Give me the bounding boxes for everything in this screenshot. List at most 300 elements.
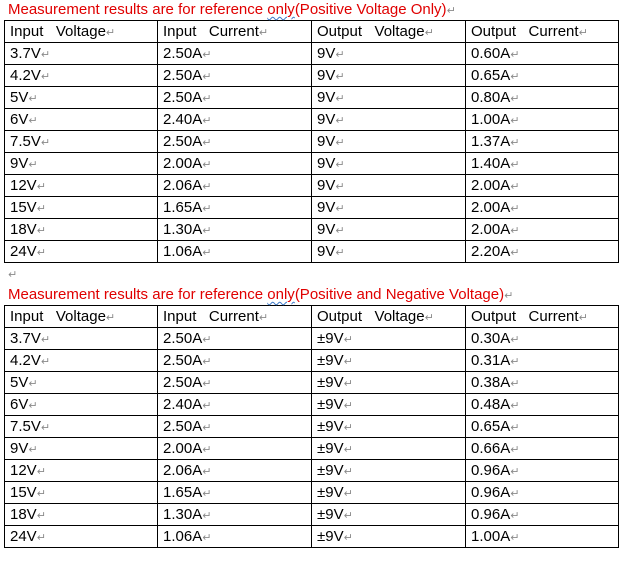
cell-value: ±9V	[317, 506, 344, 523]
table-cell	[312, 65, 466, 87]
table-cell	[312, 416, 466, 438]
cell-value: 1.37A	[471, 133, 511, 150]
table-row	[5, 219, 619, 241]
paragraph-mark: ↵	[8, 269, 18, 281]
table-cell	[5, 526, 158, 548]
cell-value: 1.30A	[163, 506, 203, 523]
header-text: Output Current	[471, 23, 579, 40]
cell-end-mark: ↵	[202, 400, 212, 412]
cell-value: 9V	[317, 89, 336, 106]
cell-end-mark: ↵	[202, 181, 212, 193]
cell-value: 4.2V	[10, 352, 41, 369]
table-cell	[5, 175, 158, 197]
cell-end-mark: ↵	[202, 159, 212, 171]
cell-value: 0.65A	[471, 67, 511, 84]
cell-value: 3.7V	[10, 45, 41, 62]
cell-end-mark: ↵	[335, 181, 345, 193]
cell-end-mark: ↵	[510, 400, 520, 412]
cell-end-mark: ↵	[335, 93, 345, 105]
cell-end-mark: ↵	[36, 225, 46, 237]
table-row	[5, 65, 619, 87]
table-cell	[466, 438, 619, 460]
cell-end-mark: ↵	[40, 422, 51, 434]
table-cell	[158, 372, 312, 394]
table-cell	[466, 241, 619, 263]
cell-end-mark: ↵	[424, 27, 434, 39]
table-cell	[466, 197, 619, 219]
cell-value: 24V	[10, 243, 37, 260]
cell-end-mark: ↵	[510, 444, 520, 456]
caption-text-end: (Positive and Negative Voltage)	[294, 286, 505, 303]
cell-value: 2.50A	[163, 133, 203, 150]
cell-value: ±9V	[317, 352, 344, 369]
cell-value: ±9V	[317, 484, 344, 501]
cell-value: 7.5V	[10, 418, 41, 435]
table-cell	[312, 241, 466, 263]
table-cell	[158, 350, 312, 372]
cell-value: 2.50A	[163, 418, 203, 435]
table-cell	[466, 416, 619, 438]
cell-end-mark: ↵	[510, 203, 520, 215]
cell-value: 1.30A	[163, 221, 203, 238]
cell-value: 1.40A	[471, 155, 511, 172]
cell-end-mark: ↵	[40, 71, 51, 83]
table-header-row	[5, 306, 619, 328]
cell-value: 9V	[317, 155, 336, 172]
header-text: Output Voltage	[317, 308, 425, 325]
cell-value: 18V	[10, 506, 37, 523]
table-row	[5, 416, 619, 438]
cell-value: ±9V	[317, 374, 344, 391]
cell-end-mark: ↵	[343, 422, 353, 434]
cell-value: 15V	[10, 199, 37, 216]
cell-end-mark: ↵	[36, 466, 46, 478]
cell-end-mark: ↵	[343, 466, 353, 478]
cell-value: 5V	[10, 374, 29, 391]
cell-value: 2.00A	[471, 221, 511, 238]
cell-end-mark: ↵	[343, 510, 353, 522]
table-cell	[158, 153, 312, 175]
cell-value: 18V	[10, 221, 37, 238]
table-row	[5, 504, 619, 526]
cell-end-mark: ↵	[28, 400, 38, 412]
cell-value: 4.2V	[10, 67, 41, 84]
table-cell	[5, 241, 158, 263]
cell-end-mark: ↵	[335, 203, 345, 215]
cell-value: 9V	[317, 133, 336, 150]
cell-value: ±9V	[317, 418, 344, 435]
cell-end-mark: ↵	[510, 334, 520, 346]
table-cell	[312, 482, 466, 504]
cell-end-mark: ↵	[343, 378, 353, 390]
table-cell	[466, 526, 619, 548]
table-cell	[466, 43, 619, 65]
cell-end-mark: ↵	[36, 203, 46, 215]
cell-value: 9V	[10, 155, 29, 172]
cell-end-mark: ↵	[510, 422, 520, 434]
table-row	[5, 394, 619, 416]
cell-value: 1.65A	[163, 199, 203, 216]
cell-end-mark: ↵	[510, 71, 520, 83]
cell-end-mark: ↵	[343, 532, 353, 544]
cell-value: 0.30A	[471, 330, 511, 347]
header-text: Input Current	[163, 308, 259, 325]
table-cell	[312, 328, 466, 350]
cell-value: ±9V	[317, 330, 344, 347]
table-row	[5, 241, 619, 263]
cell-end-mark: ↵	[510, 532, 520, 544]
cell-end-mark: ↵	[510, 378, 520, 390]
table-row	[5, 526, 619, 548]
cell-value: 2.50A	[163, 352, 203, 369]
cell-value: 2.06A	[163, 177, 203, 194]
cell-value: 24V	[10, 528, 37, 545]
table-cell	[466, 372, 619, 394]
table-cell	[312, 526, 466, 548]
table-cell	[466, 153, 619, 175]
cell-value: 1.65A	[163, 484, 203, 501]
cell-end-mark: ↵	[578, 312, 588, 324]
table-cell	[5, 328, 158, 350]
section-1-caption	[0, 0, 620, 20]
cell-value: 1.06A	[163, 243, 203, 260]
cell-end-mark: ↵	[510, 137, 520, 149]
cell-end-mark: ↵	[28, 444, 38, 456]
table-cell	[5, 438, 158, 460]
table-cell	[5, 416, 158, 438]
table-cell	[158, 65, 312, 87]
table-cell	[466, 394, 619, 416]
cell-value: 9V	[317, 111, 336, 128]
table-cell	[312, 504, 466, 526]
header-cell	[5, 306, 158, 328]
table-row	[5, 43, 619, 65]
cell-end-mark: ↵	[202, 334, 212, 346]
cell-value: 9V	[10, 440, 29, 457]
table-row	[5, 131, 619, 153]
table-cell	[312, 175, 466, 197]
measurement-table-positive	[4, 20, 619, 263]
cell-end-mark: ↵	[202, 247, 212, 259]
cell-value: 1.00A	[471, 528, 511, 545]
cell-value: 0.60A	[471, 45, 511, 62]
table-row	[5, 460, 619, 482]
cell-value: 9V	[317, 243, 336, 260]
cell-end-mark: ↵	[510, 510, 520, 522]
cell-value: 9V	[317, 45, 336, 62]
table-cell	[312, 87, 466, 109]
cell-end-mark: ↵	[258, 312, 269, 324]
cell-end-mark: ↵	[36, 532, 46, 544]
header-cell	[466, 306, 619, 328]
table-cell	[158, 416, 312, 438]
cell-value: 12V	[10, 177, 37, 194]
cell-value: 2.50A	[163, 45, 203, 62]
table-cell	[312, 350, 466, 372]
cell-end-mark: ↵	[202, 378, 212, 390]
table-cell	[158, 482, 312, 504]
table-cell	[158, 219, 312, 241]
cell-end-mark: ↵	[202, 203, 212, 215]
table-cell	[466, 350, 619, 372]
cell-end-mark: ↵	[343, 400, 353, 412]
table-cell	[312, 153, 466, 175]
table-row	[5, 438, 619, 460]
table-cell	[158, 504, 312, 526]
cell-end-mark: ↵	[343, 334, 353, 346]
table-cell	[466, 328, 619, 350]
table-cell	[5, 219, 158, 241]
cell-end-mark: ↵	[36, 181, 46, 193]
table-cell	[312, 197, 466, 219]
table-row	[5, 175, 619, 197]
table-row	[5, 153, 619, 175]
table-cell	[5, 350, 158, 372]
cell-end-mark: ↵	[510, 466, 520, 478]
table-cell	[158, 87, 312, 109]
table-cell	[158, 241, 312, 263]
table-cell	[158, 460, 312, 482]
table-cell	[5, 109, 158, 131]
caption-text-spellcheck-word: only	[267, 1, 295, 18]
table-cell	[5, 504, 158, 526]
table-cell	[312, 131, 466, 153]
cell-end-mark: ↵	[202, 356, 212, 368]
cell-end-mark: ↵	[28, 378, 38, 390]
table-cell	[312, 460, 466, 482]
cell-end-mark: ↵	[36, 488, 46, 500]
table-cell	[466, 482, 619, 504]
cell-end-mark: ↵	[335, 137, 345, 149]
cell-end-mark: ↵	[424, 312, 434, 324]
cell-value: 0.48A	[471, 396, 511, 413]
cell-end-mark: ↵	[510, 247, 520, 259]
cell-end-mark: ↵	[335, 115, 345, 127]
cell-end-mark: ↵	[28, 93, 38, 105]
table-cell	[5, 394, 158, 416]
header-cell	[5, 21, 158, 43]
header-cell	[466, 21, 619, 43]
table-cell	[466, 219, 619, 241]
cell-end-mark: ↵	[202, 466, 212, 478]
cell-end-mark: ↵	[105, 27, 116, 39]
cell-value: 2.50A	[163, 67, 203, 84]
table-cell	[158, 109, 312, 131]
cell-end-mark: ↵	[335, 225, 345, 237]
cell-end-mark: ↵	[202, 71, 212, 83]
table-cell	[466, 175, 619, 197]
table-cell	[158, 131, 312, 153]
cell-end-mark: ↵	[202, 93, 212, 105]
cell-value: 2.06A	[163, 462, 203, 479]
table-row	[5, 372, 619, 394]
table-row	[5, 197, 619, 219]
cell-end-mark: ↵	[28, 159, 38, 171]
table-cell	[312, 43, 466, 65]
cell-value: 3.7V	[10, 330, 41, 347]
cell-value: 0.80A	[471, 89, 511, 106]
cell-value: 2.40A	[163, 396, 203, 413]
cell-end-mark: ↵	[105, 312, 116, 324]
table-row	[5, 328, 619, 350]
table-cell	[312, 219, 466, 241]
cell-value: 0.96A	[471, 506, 511, 523]
cell-end-mark: ↵	[510, 488, 520, 500]
cell-value: 2.00A	[471, 177, 511, 194]
cell-end-mark: ↵	[510, 356, 520, 368]
caption-text-start: Measurement results are for reference	[8, 286, 268, 303]
cell-value: 2.20A	[471, 243, 511, 260]
measurement-table-positive-negative	[4, 305, 619, 548]
table-cell	[5, 131, 158, 153]
table-cell	[158, 328, 312, 350]
paragraph-mark: ↵	[504, 290, 514, 302]
table-row	[5, 109, 619, 131]
cell-value: 5V	[10, 89, 29, 106]
caption-text-end: (Positive Voltage Only)	[294, 1, 447, 18]
header-text: Output Voltage	[317, 23, 425, 40]
cell-value: ±9V	[317, 528, 344, 545]
cell-value: 0.65A	[471, 418, 511, 435]
cell-value: 2.50A	[163, 330, 203, 347]
table-cell	[5, 153, 158, 175]
table-cell	[312, 438, 466, 460]
cell-end-mark: ↵	[40, 137, 51, 149]
cell-value: 2.50A	[163, 374, 203, 391]
cell-end-mark: ↵	[335, 71, 345, 83]
cell-value: 15V	[10, 484, 37, 501]
header-cell	[158, 306, 312, 328]
table-cell	[158, 394, 312, 416]
cell-end-mark: ↵	[40, 334, 51, 346]
cell-end-mark: ↵	[202, 488, 212, 500]
paragraph-mark: ↵	[446, 5, 456, 17]
cell-end-mark: ↵	[202, 444, 212, 456]
cell-value: 12V	[10, 462, 37, 479]
cell-end-mark: ↵	[28, 115, 38, 127]
table-cell	[5, 197, 158, 219]
cell-end-mark: ↵	[202, 115, 212, 127]
cell-end-mark: ↵	[202, 49, 212, 61]
cell-value: 0.38A	[471, 374, 511, 391]
cell-value: 2.00A	[163, 440, 203, 457]
header-cell	[312, 21, 466, 43]
cell-end-mark: ↵	[36, 510, 46, 522]
cell-end-mark: ↵	[510, 93, 520, 105]
cell-value: 2.50A	[163, 89, 203, 106]
table-cell	[158, 526, 312, 548]
header-cell	[158, 21, 312, 43]
cell-end-mark: ↵	[510, 159, 520, 171]
table-cell	[158, 175, 312, 197]
table-row	[5, 350, 619, 372]
cell-value: 9V	[317, 221, 336, 238]
table-header-row	[5, 21, 619, 43]
table-row	[5, 87, 619, 109]
table-cell	[466, 504, 619, 526]
cell-end-mark: ↵	[510, 225, 520, 237]
table-cell	[466, 109, 619, 131]
table-cell	[312, 109, 466, 131]
header-text: Input Voltage	[10, 23, 106, 40]
cell-value: 9V	[317, 177, 336, 194]
cell-end-mark: ↵	[202, 510, 212, 522]
table-cell	[466, 460, 619, 482]
table-cell	[5, 87, 158, 109]
cell-value: 2.00A	[471, 199, 511, 216]
cell-end-mark: ↵	[343, 488, 353, 500]
cell-end-mark: ↵	[343, 444, 353, 456]
cell-end-mark: ↵	[510, 115, 520, 127]
table-cell	[312, 372, 466, 394]
table-cell	[158, 43, 312, 65]
cell-end-mark: ↵	[202, 225, 212, 237]
cell-value: 2.00A	[163, 155, 203, 172]
table-cell	[5, 372, 158, 394]
cell-value: ±9V	[317, 396, 344, 413]
cell-value: 6V	[10, 396, 29, 413]
cell-end-mark: ↵	[258, 27, 269, 39]
cell-end-mark: ↵	[202, 532, 212, 544]
cell-value: 9V	[317, 67, 336, 84]
header-text: Input Current	[163, 23, 259, 40]
table-cell	[466, 87, 619, 109]
cell-value: 1.00A	[471, 111, 511, 128]
cell-end-mark: ↵	[202, 422, 212, 434]
cell-value: 0.96A	[471, 484, 511, 501]
table-cell	[158, 197, 312, 219]
cell-end-mark: ↵	[335, 49, 345, 61]
table-cell	[5, 43, 158, 65]
cell-end-mark: ↵	[510, 181, 520, 193]
section-2-caption	[0, 285, 620, 305]
cell-value: ±9V	[317, 440, 344, 457]
header-text: Output Current	[471, 308, 579, 325]
empty-paragraph	[0, 263, 620, 285]
cell-end-mark: ↵	[40, 49, 51, 61]
cell-value: 1.06A	[163, 528, 203, 545]
cell-end-mark: ↵	[40, 356, 51, 368]
table-cell	[5, 482, 158, 504]
cell-end-mark: ↵	[202, 137, 212, 149]
cell-end-mark: ↵	[578, 27, 588, 39]
cell-end-mark: ↵	[335, 247, 345, 259]
cell-end-mark: ↵	[335, 159, 345, 171]
table-cell	[158, 438, 312, 460]
table-cell	[5, 460, 158, 482]
header-cell	[312, 306, 466, 328]
table-cell	[466, 131, 619, 153]
cell-end-mark: ↵	[36, 247, 46, 259]
table-cell	[312, 394, 466, 416]
cell-value: 2.40A	[163, 111, 203, 128]
cell-end-mark: ↵	[343, 356, 353, 368]
cell-value: 7.5V	[10, 133, 41, 150]
cell-value: 0.96A	[471, 462, 511, 479]
table-cell	[5, 65, 158, 87]
cell-value: ±9V	[317, 462, 344, 479]
table-cell	[466, 65, 619, 87]
table-row	[5, 482, 619, 504]
cell-value: 6V	[10, 111, 29, 128]
cell-end-mark: ↵	[510, 49, 520, 61]
cell-value: 0.66A	[471, 440, 511, 457]
caption-text-start: Measurement results are for reference	[8, 1, 268, 18]
header-text: Input Voltage	[10, 308, 106, 325]
cell-value: 0.31A	[471, 352, 511, 369]
cell-value: 9V	[317, 199, 336, 216]
caption-text-spellcheck-word: only	[267, 286, 295, 303]
